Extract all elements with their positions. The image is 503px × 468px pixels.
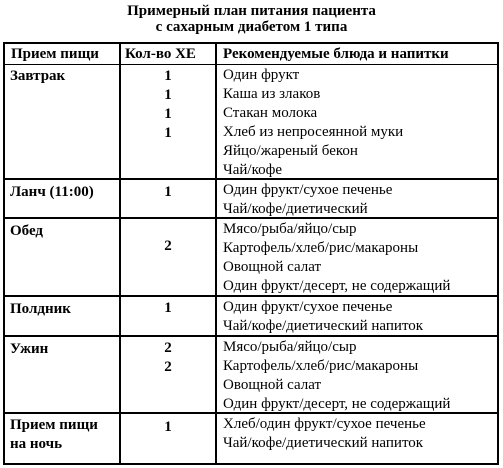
xe-values bbox=[121, 339, 215, 377]
dish-item: Хлеб/один фрукт/сухое печенье bbox=[223, 416, 426, 432]
header-xe: Кол-во ХЕ bbox=[125, 46, 196, 62]
meal-name bbox=[10, 300, 71, 319]
meal-name-line: Ланч (11:00) bbox=[10, 184, 94, 200]
dish-list bbox=[223, 338, 450, 414]
header-divider bbox=[5, 64, 497, 65]
meal-name bbox=[10, 67, 65, 86]
dish-item: Чай/кофе/диетический напиток bbox=[223, 435, 424, 451]
dish-item: Мясо/рыба/яйцо/сыр bbox=[223, 221, 357, 237]
meal-name-line: Прием пищи bbox=[10, 417, 98, 433]
xe-values bbox=[121, 183, 215, 202]
dish-list bbox=[223, 415, 426, 453]
xe-values bbox=[121, 418, 215, 437]
dish-list bbox=[223, 298, 423, 336]
column-divider bbox=[215, 44, 217, 463]
meal-name-line: Полдник bbox=[10, 301, 71, 317]
meal-name-line: Обед bbox=[10, 223, 44, 239]
dish-item: Один фрукт/десерт, не содержащий bbox=[223, 396, 451, 412]
dish-list bbox=[223, 66, 403, 180]
dish-item: Чай/кофе/диетический напиток bbox=[223, 318, 424, 334]
xe-value: 2 bbox=[164, 238, 172, 254]
xe-value: 1 bbox=[164, 87, 172, 103]
meal-plan-table bbox=[3, 42, 499, 465]
meal-name bbox=[10, 222, 43, 241]
meal-name bbox=[10, 183, 94, 202]
meal-name bbox=[10, 416, 98, 454]
xe-values bbox=[121, 67, 215, 143]
dish-item: Яйцо/жареный бекон bbox=[223, 143, 358, 159]
xe-values bbox=[121, 237, 215, 256]
xe-values bbox=[121, 299, 215, 318]
dish-item: Овощной салат bbox=[223, 377, 322, 393]
dish-item: Каша из злаков bbox=[223, 86, 321, 102]
dish-item: Один фрукт/сухое печенье bbox=[223, 299, 393, 315]
dish-item: Картофель/хлеб/рис/макароны bbox=[223, 358, 419, 374]
dish-list bbox=[223, 220, 450, 296]
dish-item: Стакан молока bbox=[223, 105, 318, 121]
dish-item: Овощной салат bbox=[223, 259, 322, 275]
xe-value: 1 bbox=[164, 419, 172, 435]
title-line-1: Примерный план питания пациента bbox=[127, 3, 376, 19]
header-meal: Прием пищи bbox=[11, 46, 99, 62]
xe-value: 2 bbox=[164, 340, 172, 356]
meal-name-line: на ночь bbox=[10, 436, 63, 452]
dish-item: Картофель/хлеб/рис/макароны bbox=[223, 240, 419, 256]
xe-value: 1 bbox=[164, 68, 172, 84]
xe-value: 1 bbox=[164, 106, 172, 122]
xe-value: 1 bbox=[164, 300, 172, 316]
xe-value: 1 bbox=[164, 125, 172, 141]
dish-item: Чай/кофе/диетический bbox=[223, 201, 368, 217]
meal-name bbox=[10, 340, 48, 359]
title-line-2: с сахарным диабетом 1 типа bbox=[155, 19, 348, 35]
dish-item: Мясо/рыба/яйцо/сыр bbox=[223, 339, 357, 355]
dish-item: Чай/кофе bbox=[223, 162, 283, 178]
dish-item: Один фрукт/десерт, не содержащий bbox=[223, 278, 451, 294]
dish-list bbox=[223, 181, 392, 219]
xe-value: 1 bbox=[164, 184, 172, 200]
dish-item: Один фрукт bbox=[223, 67, 300, 83]
meal-name-line: Завтрак bbox=[10, 68, 66, 84]
dish-item: Хлеб из непросеянной муки bbox=[223, 124, 404, 140]
meal-name-line: Ужин bbox=[10, 341, 49, 357]
header-dishes: Рекомендуемые блюда и напитки bbox=[223, 46, 449, 62]
dish-item: Один фрукт/сухое печенье bbox=[223, 182, 393, 198]
xe-value: 2 bbox=[164, 359, 172, 375]
document-title bbox=[0, 3, 503, 35]
